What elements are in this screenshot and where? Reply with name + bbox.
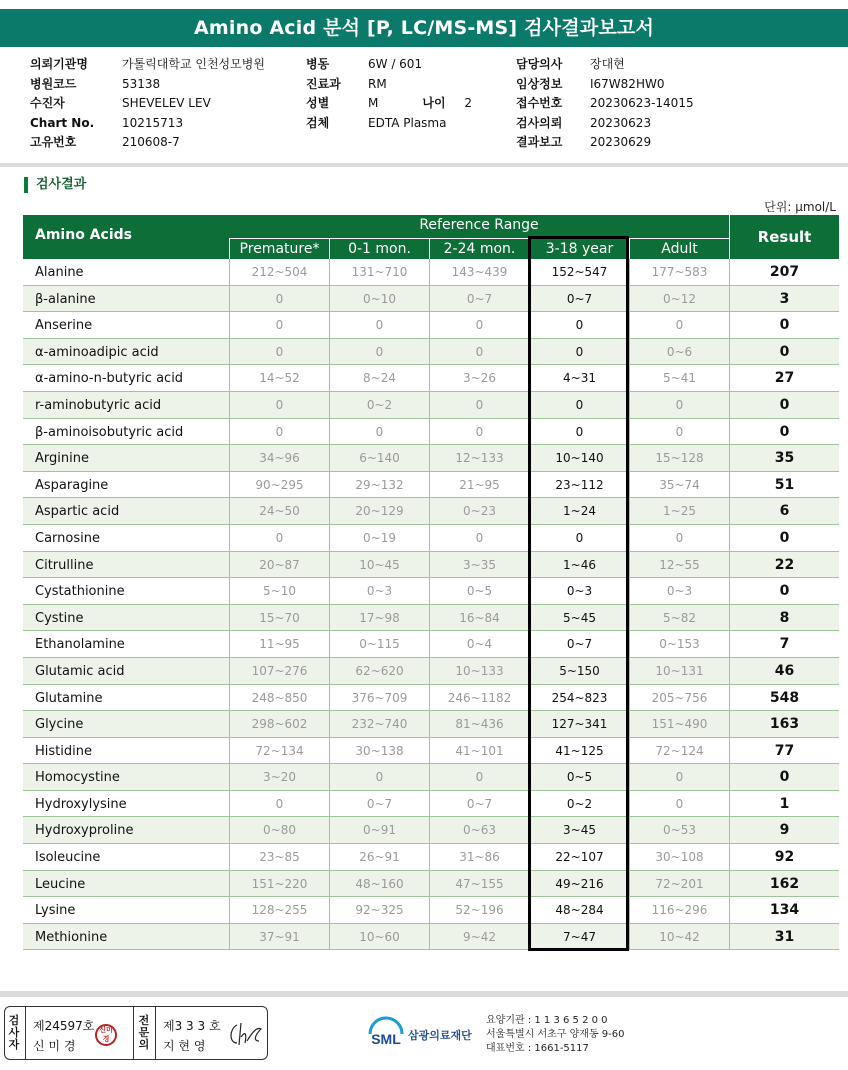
reference-range-cell: 131~710 bbox=[329, 259, 429, 285]
specialist-number: 제3 3 3 호 bbox=[163, 1019, 221, 1033]
reference-range-cell: 37~91 bbox=[229, 924, 329, 950]
reference-range-cell: 254~823 bbox=[529, 685, 629, 711]
reference-range-cell: 0~115 bbox=[329, 631, 429, 657]
amino-acid-name: Cystine bbox=[35, 610, 84, 626]
table-row bbox=[23, 365, 839, 392]
info-label: 접수번호 bbox=[516, 96, 563, 110]
lab-line: 서울특별시 서초구 양재동 9-60 bbox=[486, 1029, 625, 1040]
amino-acid-name: Aspartic acid bbox=[35, 504, 120, 520]
table-row bbox=[23, 605, 839, 632]
reference-range-cell: 0 bbox=[329, 339, 429, 365]
reference-range-cell: 10~60 bbox=[329, 924, 429, 950]
reference-range-cell: 8~24 bbox=[329, 365, 429, 391]
reference-range-cell: 0~7 bbox=[429, 286, 529, 312]
reference-range-cell: 107~276 bbox=[229, 658, 329, 684]
reference-range-cell: 0~91 bbox=[329, 817, 429, 843]
reference-range-cell: 0 bbox=[229, 791, 329, 817]
result-cell: 162 bbox=[729, 871, 839, 897]
result-cell: 31 bbox=[729, 924, 839, 950]
reference-range-cell: 35~74 bbox=[629, 472, 729, 498]
specialist-label: 전문의 bbox=[138, 1014, 150, 1051]
amino-acid-name: Histidine bbox=[35, 743, 92, 759]
inspector-number: 제24597호 bbox=[33, 1019, 95, 1033]
amino-acid-name: Cystathionine bbox=[35, 584, 125, 600]
reference-range-cell: 31~86 bbox=[429, 844, 529, 870]
reference-range-cell: 0 bbox=[429, 419, 529, 445]
reference-range-cell: 0~12 bbox=[629, 286, 729, 312]
amino-acid-name: Hydroxylysine bbox=[35, 796, 127, 812]
table-row bbox=[23, 445, 839, 472]
info-label: 성별 bbox=[306, 96, 330, 110]
reference-range-cell: 15~128 bbox=[629, 445, 729, 471]
result-cell: 9 bbox=[729, 817, 839, 843]
reference-range-cell: 23~112 bbox=[529, 472, 629, 498]
result-cell: 0 bbox=[729, 312, 839, 338]
reference-range-cell: 116~296 bbox=[629, 897, 729, 923]
amino-acid-name: β-alanine bbox=[35, 291, 96, 307]
info-value: EDTA Plasma bbox=[368, 115, 447, 130]
reference-range-cell: 127~341 bbox=[529, 711, 629, 737]
reference-range-cell: 49~216 bbox=[529, 871, 629, 897]
reference-range-cell: 0~3 bbox=[529, 578, 629, 604]
reference-range-cell: 0~3 bbox=[629, 578, 729, 604]
patient-info-left bbox=[30, 55, 265, 153]
header-amino-acids: Amino Acids bbox=[35, 227, 132, 243]
reference-range-cell: 0~2 bbox=[529, 791, 629, 817]
reference-range-cell: 0 bbox=[329, 419, 429, 445]
table-row bbox=[23, 711, 839, 738]
reference-range-cell: 0 bbox=[429, 392, 529, 418]
reference-range-cell: 0 bbox=[629, 419, 729, 445]
reference-range-cell: 0~19 bbox=[329, 525, 429, 551]
info-label: 담당의사 bbox=[516, 57, 563, 71]
amino-acid-name: α-amino-n-butyric acid bbox=[35, 371, 184, 387]
reference-range-cell: 30~108 bbox=[629, 844, 729, 870]
reference-range-cell: 90~295 bbox=[229, 472, 329, 498]
reference-range-cell: 10~131 bbox=[629, 658, 729, 684]
reference-range-cell: 3~20 bbox=[229, 764, 329, 790]
reference-range-cell: 128~255 bbox=[229, 897, 329, 923]
info-value: 20230623 bbox=[590, 115, 652, 130]
section-title: 검사결과 bbox=[24, 177, 86, 193]
divider bbox=[25, 1007, 26, 1059]
logo-text: SML bbox=[371, 1031, 401, 1047]
table-row bbox=[23, 419, 839, 446]
reference-range-cell: 20~87 bbox=[229, 552, 329, 578]
result-cell: 77 bbox=[729, 738, 839, 764]
seal-stamp bbox=[95, 1024, 117, 1046]
result-cell: 134 bbox=[729, 897, 839, 923]
result-cell: 22 bbox=[729, 552, 839, 578]
amino-acid-name: Glycine bbox=[35, 717, 84, 733]
table-row bbox=[23, 791, 839, 818]
reference-range-cell: 92~325 bbox=[329, 897, 429, 923]
table-row bbox=[23, 738, 839, 765]
reference-range-cell: 5~10 bbox=[229, 578, 329, 604]
amino-acid-name: Leucine bbox=[35, 876, 86, 892]
reference-range-cell: 15~70 bbox=[229, 605, 329, 631]
reference-range-cell: 143~439 bbox=[429, 259, 529, 285]
reference-range-cell: 72~201 bbox=[629, 871, 729, 897]
info-value: I67W82HW0 bbox=[590, 76, 665, 91]
table-row bbox=[23, 392, 839, 419]
header-result: Result bbox=[729, 215, 839, 259]
info-value: 20230629 bbox=[590, 135, 652, 149]
results-table bbox=[23, 215, 839, 950]
reference-range-cell: 0 bbox=[429, 764, 529, 790]
stamp-text: 신미경 bbox=[99, 1026, 113, 1043]
info-value: 20230623-14015 bbox=[590, 96, 694, 110]
reference-range-cell: 48~160 bbox=[329, 871, 429, 897]
reference-range-cell: 248~850 bbox=[229, 685, 329, 711]
signature-box bbox=[4, 1006, 268, 1060]
lab-info bbox=[486, 1014, 625, 1056]
reference-range-cell: 0~7 bbox=[429, 791, 529, 817]
reference-range-cell: 62~620 bbox=[329, 658, 429, 684]
reference-range-cell: 0 bbox=[229, 392, 329, 418]
reference-range-cell: 0~3 bbox=[329, 578, 429, 604]
reference-range-cell: 0 bbox=[629, 791, 729, 817]
reference-range-cell: 10~42 bbox=[629, 924, 729, 950]
amino-acid-name: Isoleucine bbox=[35, 850, 101, 866]
table-row bbox=[23, 817, 839, 844]
reference-range-cell: 48~284 bbox=[529, 897, 629, 923]
reference-range-cell: 177~583 bbox=[629, 259, 729, 285]
lab-line: 요양기관 : 1 1 3 6 5 2 0 0 bbox=[486, 1015, 608, 1026]
header-col-0-1-mon: 0-1 mon. bbox=[329, 239, 429, 259]
reference-range-cell: 0~7 bbox=[529, 286, 629, 312]
reference-range-cell: 0 bbox=[429, 525, 529, 551]
reference-range-cell: 10~45 bbox=[329, 552, 429, 578]
result-cell: 0 bbox=[729, 419, 839, 445]
table-row bbox=[23, 578, 839, 605]
table-row bbox=[23, 764, 839, 791]
table-body bbox=[23, 259, 839, 950]
amino-acid-name: r-aminobutyric acid bbox=[35, 397, 162, 413]
result-cell: 27 bbox=[729, 365, 839, 391]
reference-range-cell: 41~125 bbox=[529, 738, 629, 764]
table-row bbox=[23, 897, 839, 924]
result-cell: 6 bbox=[729, 498, 839, 524]
reference-range-cell: 23~85 bbox=[229, 844, 329, 870]
reference-range-cell: 1~24 bbox=[529, 498, 629, 524]
result-cell: 92 bbox=[729, 844, 839, 870]
table-row bbox=[23, 525, 839, 552]
reference-range-cell: 0~7 bbox=[329, 791, 429, 817]
unit-label: 단위: μmol/L bbox=[764, 200, 836, 214]
divider bbox=[133, 1007, 134, 1059]
info-value: 53138 bbox=[122, 76, 161, 91]
amino-acid-name: Asparagine bbox=[35, 477, 109, 493]
result-cell: 0 bbox=[729, 764, 839, 790]
result-cell: 1 bbox=[729, 791, 839, 817]
reference-range-cell: 0 bbox=[329, 312, 429, 338]
info-label: 수진자 bbox=[30, 96, 65, 110]
reference-range-cell: 0 bbox=[529, 392, 629, 418]
reference-range-cell: 0 bbox=[329, 764, 429, 790]
info-value: SHEVELEV LEV bbox=[122, 96, 211, 110]
reference-range-cell: 5~82 bbox=[629, 605, 729, 631]
table-row bbox=[23, 472, 839, 499]
reference-range-cell: 151~220 bbox=[229, 871, 329, 897]
lab-name: 삼광의료재단 bbox=[408, 1029, 472, 1042]
result-cell: 7 bbox=[729, 631, 839, 657]
reference-range-cell: 0~7 bbox=[529, 631, 629, 657]
reference-range-cell: 3~35 bbox=[429, 552, 529, 578]
reference-range-cell: 17~98 bbox=[329, 605, 429, 631]
reference-range-cell: 0~10 bbox=[329, 286, 429, 312]
reference-range-cell: 52~196 bbox=[429, 897, 529, 923]
reference-range-cell: 0~6 bbox=[629, 339, 729, 365]
signature-icon bbox=[227, 1021, 263, 1049]
result-cell: 0 bbox=[729, 525, 839, 551]
reference-range-cell: 0~80 bbox=[229, 817, 329, 843]
reference-range-cell: 4~31 bbox=[529, 365, 629, 391]
reference-range-cell: 0~4 bbox=[429, 631, 529, 657]
reference-range-cell: 7~47 bbox=[529, 924, 629, 950]
amino-acid-name: Ethanolamine bbox=[35, 637, 125, 653]
reference-range-cell: 0 bbox=[429, 312, 529, 338]
reference-range-cell: 0~153 bbox=[629, 631, 729, 657]
reference-range-cell: 72~124 bbox=[629, 738, 729, 764]
reference-range-cell: 5~41 bbox=[629, 365, 729, 391]
reference-range-cell: 0 bbox=[629, 312, 729, 338]
info-label: 의뢰기관명 bbox=[30, 57, 88, 71]
specialist-name: 지 현 영 bbox=[163, 1039, 206, 1053]
amino-acid-name: Carnosine bbox=[35, 530, 100, 546]
amino-acid-name: Citrulline bbox=[35, 557, 94, 573]
table-row bbox=[23, 631, 839, 658]
inspector-label: 검사자 bbox=[8, 1014, 20, 1051]
result-cell: 0 bbox=[729, 578, 839, 604]
result-cell: 35 bbox=[729, 445, 839, 471]
table-row bbox=[23, 685, 839, 712]
sml-logo-icon bbox=[366, 1016, 406, 1052]
amino-acid-name: Alanine bbox=[35, 265, 84, 280]
reference-range-cell: 0 bbox=[229, 286, 329, 312]
info-label: 결과보고 bbox=[516, 135, 563, 149]
reference-range-cell: 29~132 bbox=[329, 472, 429, 498]
header-reference-range: Reference Range bbox=[419, 217, 539, 233]
info-value: RM bbox=[368, 76, 387, 91]
result-cell: 163 bbox=[729, 711, 839, 737]
reference-range-cell: 0~53 bbox=[629, 817, 729, 843]
reference-range-cell: 0 bbox=[229, 312, 329, 338]
info-label: 병원코드 bbox=[30, 76, 77, 91]
reference-range-cell: 16~84 bbox=[429, 605, 529, 631]
divider bbox=[155, 1007, 156, 1059]
reference-range-cell: 14~52 bbox=[229, 365, 329, 391]
reference-range-cell: 298~602 bbox=[229, 711, 329, 737]
age-value: 2 bbox=[464, 96, 472, 110]
table-header bbox=[23, 215, 839, 259]
reference-range-cell: 21~95 bbox=[429, 472, 529, 498]
reference-range-cell: 0 bbox=[629, 525, 729, 551]
amino-acid-name: Methionine bbox=[35, 929, 108, 945]
reference-range-cell: 0 bbox=[229, 339, 329, 365]
reference-range-cell: 10~133 bbox=[429, 658, 529, 684]
reference-range-cell: 0~23 bbox=[429, 498, 529, 524]
reference-range-cell: 6~140 bbox=[329, 445, 429, 471]
reference-range-cell: 24~50 bbox=[229, 498, 329, 524]
amino-acid-name: α-aminoadipic acid bbox=[35, 344, 159, 360]
amino-acid-name: Homocystine bbox=[35, 770, 120, 786]
amino-acid-name: β-aminoisobutyric acid bbox=[35, 424, 184, 440]
table-row bbox=[23, 658, 839, 685]
table-row bbox=[23, 844, 839, 871]
reference-range-cell: 151~490 bbox=[629, 711, 729, 737]
reference-range-cell: 26~91 bbox=[329, 844, 429, 870]
info-label: 진료과 bbox=[306, 76, 341, 91]
reference-range-cell: 0~63 bbox=[429, 817, 529, 843]
info-value: 210608-7 bbox=[122, 135, 180, 149]
info-label: 임상정보 bbox=[516, 76, 563, 91]
reference-range-cell: 0 bbox=[229, 525, 329, 551]
age-label: 나이 bbox=[422, 96, 446, 110]
reference-range-cell: 34~96 bbox=[229, 445, 329, 471]
result-cell: 3 bbox=[729, 286, 839, 312]
inspector-name: 신 미 경 bbox=[33, 1039, 76, 1053]
reference-range-cell: 20~129 bbox=[329, 498, 429, 524]
table-row bbox=[23, 552, 839, 579]
reference-range-cell: 10~140 bbox=[529, 445, 629, 471]
result-cell: 548 bbox=[729, 685, 839, 711]
reference-range-cell: 81~436 bbox=[429, 711, 529, 737]
info-label: Chart No. bbox=[30, 115, 95, 130]
table-row bbox=[23, 871, 839, 898]
table-row bbox=[23, 498, 839, 525]
info-label: 검사의뢰 bbox=[516, 115, 563, 130]
reference-range-cell: 5~45 bbox=[529, 605, 629, 631]
reference-range-cell: 0~2 bbox=[329, 392, 429, 418]
header-col-adult: Adult bbox=[629, 239, 729, 259]
reference-range-cell: 12~55 bbox=[629, 552, 729, 578]
info-value: M bbox=[368, 96, 379, 110]
info-value: 장대현 bbox=[590, 57, 625, 71]
header-col-2-24-mon: 2-24 mon. bbox=[429, 239, 529, 259]
amino-acid-name: Hydroxyproline bbox=[35, 823, 134, 839]
amino-acid-name: Lysine bbox=[35, 903, 76, 919]
info-value: 가톨릭대학교 인천성모병원 bbox=[122, 57, 265, 71]
result-cell: 8 bbox=[729, 605, 839, 631]
table-row bbox=[23, 259, 839, 286]
result-cell: 207 bbox=[729, 259, 839, 285]
patient-info-mid bbox=[306, 55, 472, 133]
reference-range-cell: 12~133 bbox=[429, 445, 529, 471]
reference-range-cell: 72~134 bbox=[229, 738, 329, 764]
result-cell: 0 bbox=[729, 339, 839, 365]
reference-range-cell: 0~5 bbox=[429, 578, 529, 604]
table-row bbox=[23, 924, 839, 951]
reference-range-cell: 0 bbox=[529, 419, 629, 445]
reference-range-cell: 22~107 bbox=[529, 844, 629, 870]
result-cell: 46 bbox=[729, 658, 839, 684]
reference-range-cell: 41~101 bbox=[429, 738, 529, 764]
reference-range-cell: 212~504 bbox=[229, 259, 329, 285]
reference-range-cell: 3~26 bbox=[429, 365, 529, 391]
info-label: 검체 bbox=[306, 115, 330, 130]
reference-range-cell: 1~25 bbox=[629, 498, 729, 524]
reference-range-cell: 246~1182 bbox=[429, 685, 529, 711]
reference-range-cell: 5~150 bbox=[529, 658, 629, 684]
table-row bbox=[23, 339, 839, 366]
reference-range-cell: 0 bbox=[529, 525, 629, 551]
footer-divider bbox=[0, 991, 848, 997]
table-row bbox=[23, 286, 839, 313]
info-value: 6W / 601 bbox=[368, 57, 423, 71]
info-label: 고유번호 bbox=[30, 135, 77, 149]
reference-range-cell: 0~5 bbox=[529, 764, 629, 790]
reference-range-cell: 47~155 bbox=[429, 871, 529, 897]
reference-range-cell: 205~756 bbox=[629, 685, 729, 711]
reference-range-cell: 0 bbox=[529, 312, 629, 338]
info-value: 10215713 bbox=[122, 115, 184, 130]
reference-range-cell: 0 bbox=[629, 764, 729, 790]
table-row bbox=[23, 312, 839, 339]
divider bbox=[0, 163, 848, 167]
reference-range-cell: 0 bbox=[629, 392, 729, 418]
result-cell: 51 bbox=[729, 472, 839, 498]
header-col-3-18-year: 3-18 year bbox=[529, 239, 629, 259]
lab-line: 대표번호 : 1661-5117 bbox=[486, 1043, 589, 1054]
reference-range-cell: 1~46 bbox=[529, 552, 629, 578]
header-col-premature: Premature* bbox=[229, 239, 329, 259]
result-cell: 0 bbox=[729, 392, 839, 418]
reference-range-cell: 30~138 bbox=[329, 738, 429, 764]
patient-info-right bbox=[516, 55, 694, 153]
amino-acid-name: Anserine bbox=[35, 318, 93, 334]
reference-range-cell: 0 bbox=[429, 339, 529, 365]
amino-acid-name: Arginine bbox=[35, 451, 89, 467]
amino-acid-name: Glutamic acid bbox=[35, 663, 125, 679]
reference-range-cell: 0 bbox=[229, 419, 329, 445]
amino-acid-name: Glutamine bbox=[35, 690, 103, 706]
reference-range-cell: 376~709 bbox=[329, 685, 429, 711]
reference-range-cell: 232~740 bbox=[329, 711, 429, 737]
report-title: Amino Acid 분석 [P, LC/MS-MS] 검사결과보고서 bbox=[0, 9, 848, 47]
reference-range-cell: 3~45 bbox=[529, 817, 629, 843]
info-label: 병동 bbox=[306, 57, 330, 71]
reference-range-cell: 9~42 bbox=[429, 924, 529, 950]
reference-range-cell: 0 bbox=[529, 339, 629, 365]
reference-range-cell: 152~547 bbox=[529, 259, 629, 285]
reference-range-cell: 11~95 bbox=[229, 631, 329, 657]
